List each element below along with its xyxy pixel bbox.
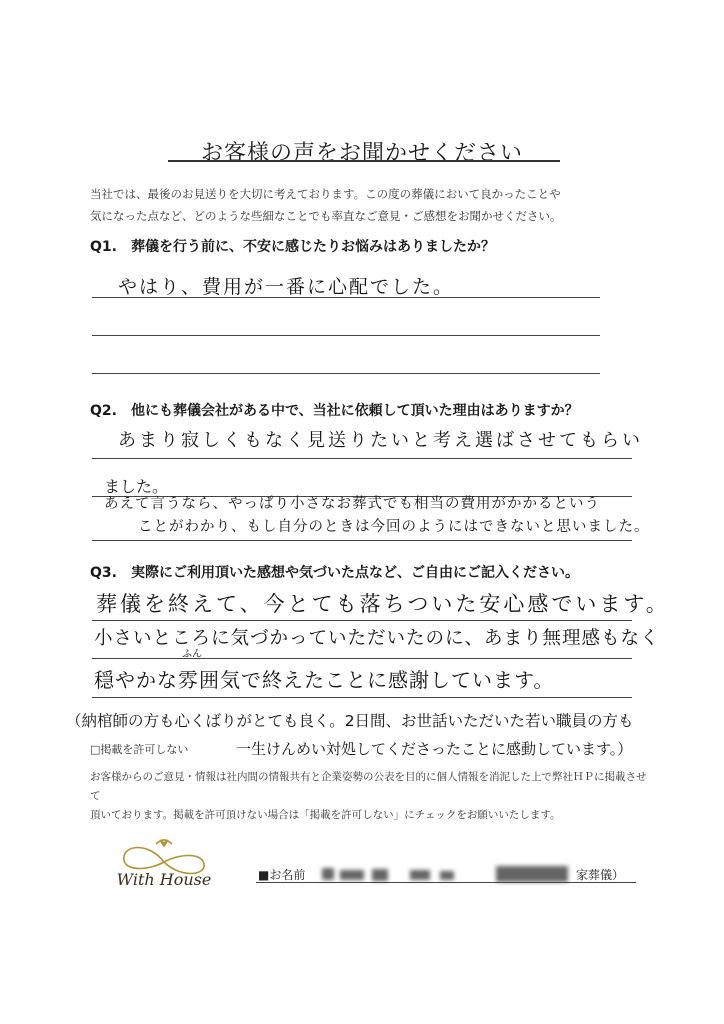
name-suffix: 家葬儀） — [576, 868, 625, 882]
q3-answer-rule-1 — [92, 620, 632, 621]
footer-line-1: お客様からのご意見・情報は社内間の情報共有と企業姿勢の公表を目的に個人情報を消泥した上で弊社ＨＰに掲載させて — [90, 771, 647, 802]
q2-answer-line-1: あまり寂しくもなく見送りたいと考え選ばさせてもらい — [118, 430, 643, 451]
q2-answer-rule-3 — [92, 540, 632, 541]
q3-answer-rule-3 — [92, 697, 632, 698]
q1-answer-line-1: やはり、費用が一番に心配でした。 — [118, 276, 455, 298]
name-label: ■お名前 — [258, 868, 306, 882]
q2-answer-line-4: ことがわかり、もし自分のときは今回のようにはできないと思いました。 — [138, 519, 650, 535]
q3-answer-line-4: （納棺師の方も心くばりがとても良く。2日間、お世話いただいた若い職員の方も — [66, 712, 634, 730]
q3-answer-line-2: 小さいところに気づかっていただいたのに、あまり無理感もなく — [94, 628, 660, 649]
footer-notice — [90, 768, 650, 825]
page-title: お客様の声をお聞かせください — [200, 141, 523, 166]
q3-answer-line-5: 一生けんめい対処してくださったことに感動しています。） — [236, 740, 633, 758]
checkbox-label: 掲載を許可しない — [100, 743, 189, 756]
name-underline — [256, 882, 636, 883]
redacted-name-block — [322, 868, 334, 880]
redacted-name-block — [372, 869, 388, 881]
logo-text: With House — [116, 870, 212, 889]
q1-answer-rule-1 — [92, 297, 600, 298]
redacted-name-block — [340, 870, 364, 880]
q2-answer-line-2: ました。 — [104, 477, 169, 496]
q1-answer-rule-3 — [92, 373, 600, 374]
intro-line-2: 気になった点など、どのような些細なことでも率直なご意見・ご感想をお聞かせください。 — [90, 209, 562, 223]
q2-question: Q2. 他にも葬儀会社がある中で、当社に依頼して頂いた理由はありますか？ — [90, 403, 579, 419]
q1-answer-rule-2 — [92, 335, 600, 336]
q3-answer-line-3: 穏やかな雰囲気で終えたことに感謝しています。 — [94, 668, 555, 692]
intro-text — [90, 183, 650, 227]
q3-answer-line-1: 葬儀を終えて、今とても落ちついた安心感でいます。 — [96, 592, 670, 616]
q2-answer-line-3: あえて言うなら、やっぱり小さなお葬式でも相当の費用がかかるという — [104, 496, 600, 512]
title-underline — [168, 160, 560, 162]
redacted-name-block — [496, 866, 568, 882]
q3-answer-rule-2 — [92, 658, 632, 659]
q3-question: Q3. 実際にご利用頂いた感想や気づいた点など、ご自由にご記入ください。 — [90, 565, 579, 581]
publish-checkbox[interactable] — [90, 741, 188, 757]
q2-answer-rule-1 — [92, 458, 632, 459]
q3-ruby: ふん — [182, 649, 202, 660]
intro-line-1: 当社では、最後のお見送りを大切に考えております。この度の葬儀において良かったことや — [90, 187, 561, 201]
q1-question: Q1. 葬儀を行う前に、不安に感じたりお悩みはありましたか？ — [90, 239, 495, 255]
redacted-name-block — [410, 870, 430, 880]
redacted-name-block — [440, 871, 454, 880]
checkbox-mark[interactable]: □ — [90, 743, 101, 756]
footer-line-2: 頂いております。掲載を許可頂けない場合は「掲載を許可しない」にチェックをお願いいたします。 — [90, 809, 561, 821]
company-logo — [94, 832, 234, 892]
